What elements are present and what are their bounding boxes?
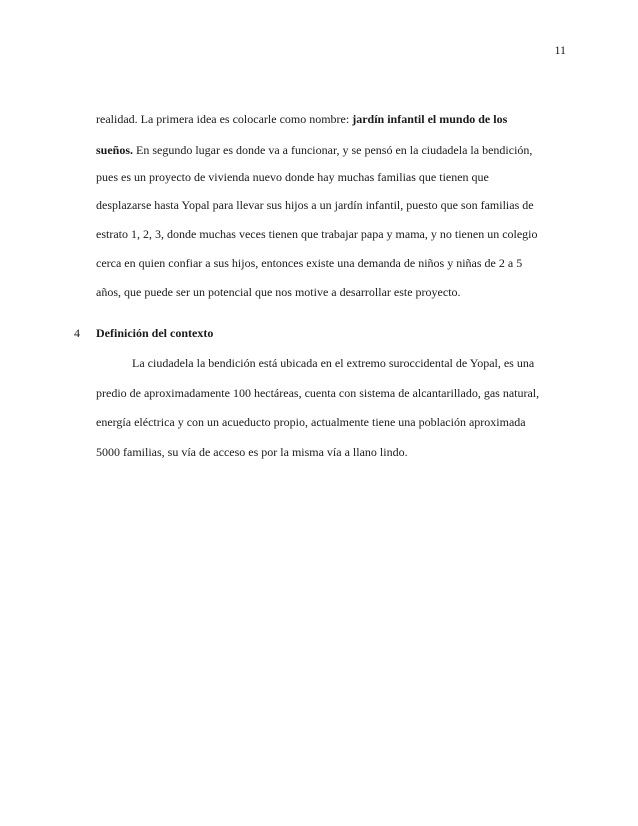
bold-text-span: sueños.	[96, 143, 134, 157]
paragraph-line: estrato 1, 2, 3, donde muchas veces tienen que trabajar papa y mama, y no tienen un colegio	[96, 227, 538, 241]
paragraph-line: años, que puede ser un potencial que nos motive a desarrollar este proyecto.	[96, 285, 461, 299]
paragraph-line: pues es un proyecto de vivienda nuevo donde hay muchas familias que tienen que	[96, 170, 489, 184]
section-title: Definición del contexto	[96, 326, 214, 340]
bold-text-span: jardín infantil el mundo de los	[352, 112, 508, 126]
page-number: 11	[554, 43, 566, 57]
paragraph-line	[96, 111, 507, 127]
paragraph-line: La ciudadela la bendición está ubicada en el extremo suroccidental de Yopal, es una	[132, 356, 535, 370]
paragraph-line: energía eléctrica y con un acueducto propio, actualmente tiene una población aproximada	[96, 415, 526, 429]
text-span: En segundo lugar es donde va a funcionar, y se pensó en la ciudadela la bendición,	[133, 143, 533, 157]
text-span: realidad. La primera idea es colocarle como nombre:	[96, 112, 353, 126]
paragraph-line: cerca en quien confiar a sus hijos, entonces existe una demanda de niños y niñas de 2 a 5	[96, 256, 523, 270]
paragraph-line: desplazarse hasta Yopal para llevar sus hijos a un jardín infantil, puesto que son familias de	[96, 198, 534, 212]
paragraph-line: predio de aproximadamente 100 hectáreas, cuenta con sistema de alcantarillado, gas natural,	[96, 386, 540, 400]
paragraph-line: 5000 familias, su vía de acceso es por la misma vía a llano lindo.	[96, 445, 408, 459]
paragraph-line	[96, 142, 532, 158]
section-number: 4	[74, 326, 80, 340]
